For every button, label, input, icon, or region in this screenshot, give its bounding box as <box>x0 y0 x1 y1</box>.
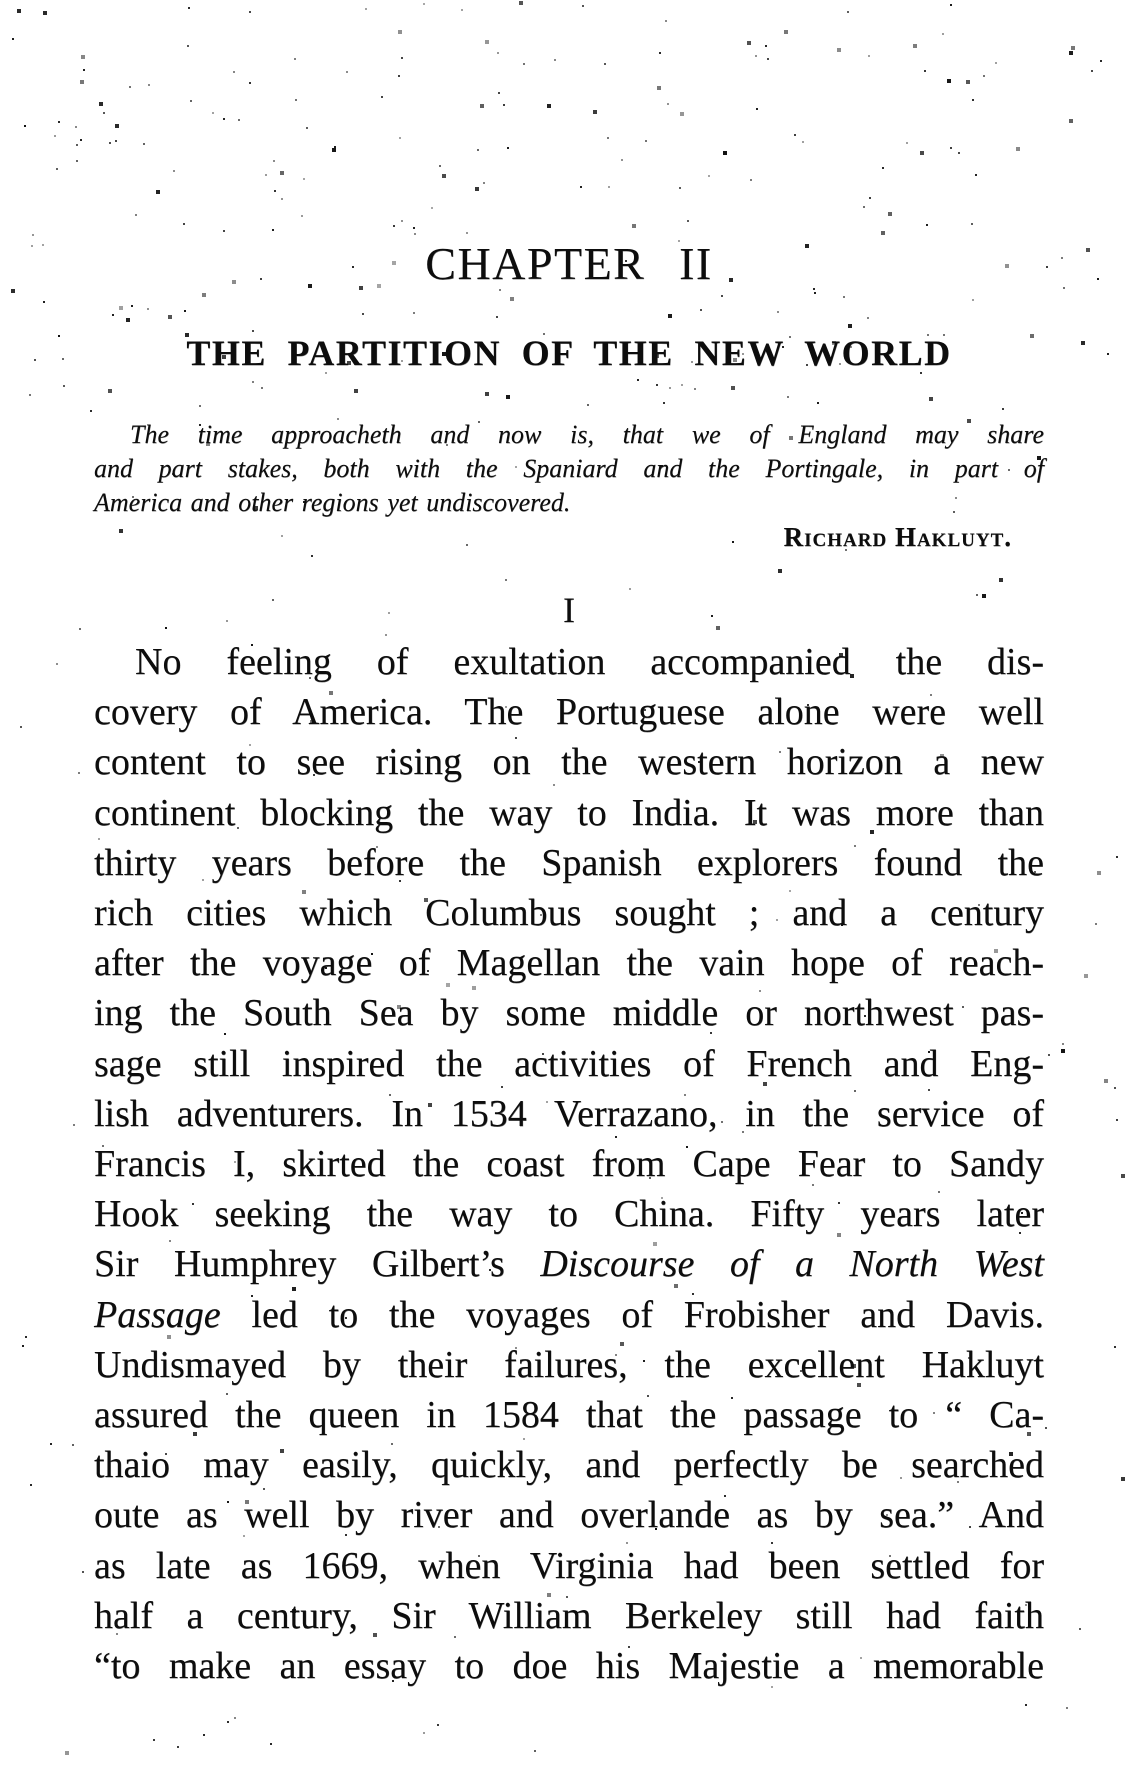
chapter-heading: CHAPTER II <box>425 238 713 289</box>
text-segment: continent blocking the way to India. It was more than <box>94 791 1044 834</box>
epigraph-lines <box>94 418 1044 520</box>
paragraph-line <box>94 1541 1044 1591</box>
paragraph-line <box>94 1591 1044 1641</box>
text-segment: rich cities which Columbus sought ; and a century <box>94 892 1044 935</box>
epigraph-line: The time approacheth and now is, that we of England may share <box>130 420 1044 449</box>
paragraph-line <box>94 1039 1044 1089</box>
text-segment: as late as 1669, when Virginia had been settled for <box>94 1544 1044 1587</box>
paragraph-line <box>94 1089 1044 1139</box>
paragraph-line <box>94 838 1044 888</box>
epigraph-attribution: Richard Hakluyt. <box>783 522 1012 552</box>
paragraph-line <box>94 1139 1044 1189</box>
text-segment: thirty years before the Spanish explorers found the <box>94 841 1044 884</box>
text-segment: Hook seeking the way to China. Fifty years later <box>94 1193 1044 1236</box>
epigraph-line: and part stakes, both with the Spaniard and the Portingale, in part of <box>94 454 1044 483</box>
paragraph-line <box>94 737 1044 787</box>
text-segment: “to make an essay to doe his Majestie a memorable <box>94 1645 1044 1688</box>
paragraph-line <box>94 1239 1044 1289</box>
text-segment: thaio may easily, quickly, and perfectly be searched <box>94 1444 1044 1487</box>
epigraph-line: America and other regions yet undiscovered. <box>94 488 571 517</box>
text-segment: after the voyage of Magellan the vain hope of reach- <box>94 942 1044 985</box>
paragraph-line <box>94 1189 1044 1239</box>
paragraph-line <box>94 1390 1044 1440</box>
paragraph-line <box>94 1490 1044 1540</box>
body-paragraph <box>94 637 1044 1691</box>
text-segment: oute as well by river and overlande as by sea.” And <box>94 1494 1044 1537</box>
paragraph-line <box>94 988 1044 1038</box>
paragraph-line <box>94 1290 1044 1340</box>
paragraph-line <box>94 788 1044 838</box>
text-segment: content to see rising on the western horizon a new <box>94 741 1044 784</box>
section-number: I <box>563 590 575 630</box>
text-segment: covery of America. The Portuguese alone were well <box>94 691 1044 734</box>
text-segment: lish adventurers. In 1534 Verrazano, in the service of <box>94 1092 1044 1135</box>
text-segment: half a century, Sir William Berkeley still had faith <box>94 1594 1044 1637</box>
paragraph-line <box>94 888 1044 938</box>
paragraph-line <box>94 687 1044 737</box>
text-segment: assured the queen in 1584 that the passage to “ Ca- <box>94 1394 1044 1437</box>
epigraph <box>94 418 1044 552</box>
text-segment: ing the South Sea by some middle or northwest pas- <box>94 992 1044 1035</box>
paragraph-line <box>94 1340 1044 1390</box>
page-content <box>94 0 1044 1691</box>
italic-text-segment: Passage <box>94 1293 221 1336</box>
paragraph-line <box>94 637 1044 687</box>
text-segment: No feeling of exultation accompanied the dis- <box>135 641 1044 683</box>
text-segment: Sir Humphrey Gilbert’s <box>94 1243 541 1286</box>
text-segment: Francis I, skirted the coast from Cape Fear to Sandy <box>94 1143 1044 1186</box>
italic-text-segment: Discourse of a North West <box>540 1243 1044 1286</box>
chapter-title: THE PARTITION OF THE NEW WORLD <box>186 333 952 373</box>
paragraph-line <box>94 1641 1044 1691</box>
text-segment: sage still inspired the activities of French and Eng- <box>94 1042 1044 1085</box>
paragraph-line <box>94 1440 1044 1490</box>
paragraph-line <box>94 938 1044 988</box>
scan-speckle <box>0 0 2 2</box>
text-segment: Undismayed by their failures, the excellent Hakluyt <box>94 1343 1044 1386</box>
text-segment: led to the voyages of Frobisher and Davis. <box>220 1293 1044 1336</box>
